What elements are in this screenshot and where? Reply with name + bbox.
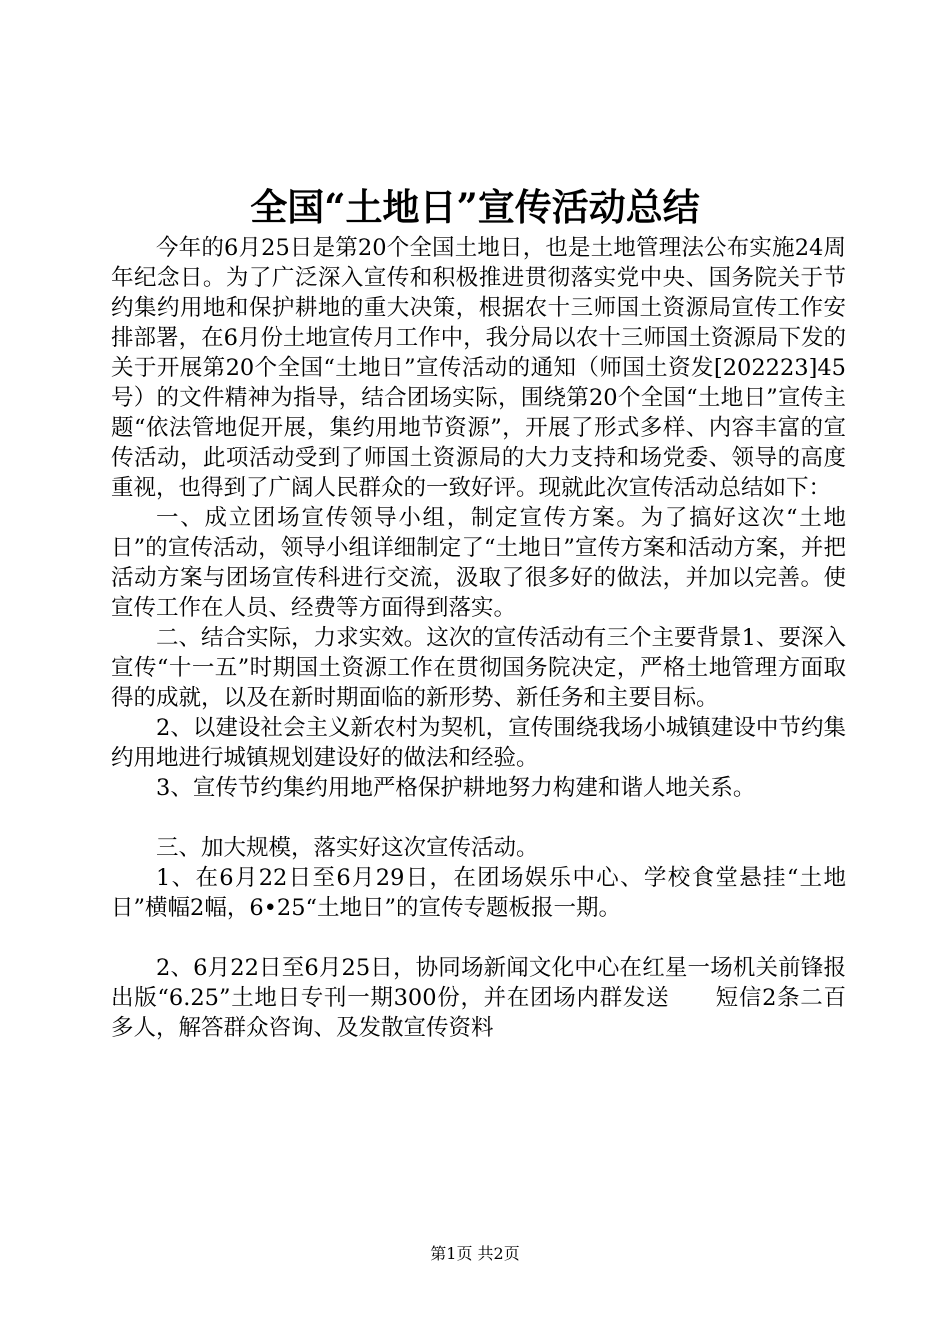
paragraph-section-3: 三、加大规模，落实好这次宣传活动。 <box>156 835 539 861</box>
paragraph-section-2: 二、结合实际，力求实效。这次的宣传活动有三个主要背景1、要深入宣传“十一五”时期国土资源工作在贯彻国务院决定，严格土地管理方面取得的成就，以及在新时期面临的新形势、新任务和主要目标。 <box>111 625 846 711</box>
document-title: 全国“土地日”宣传活动总结 <box>250 185 700 229</box>
paragraph-section-1: 一、成立团场宣传领导小组，制定宣传方案。为了搞好这次“土地日”的宣传活动，领导小组详细制定了“土地日”宣传方案和活动方案，并把活动方案与团场宣传科进行交流，汲取了很多好的做法，并加以完善。使宣传工作在人员、经费等方面得到落实。 <box>111 505 846 621</box>
document-body <box>111 233 846 1043</box>
paragraph-section-2-item-3: 3、宣传节约集约用地严格保护耕地努力构建和谐人地关系。 <box>156 775 756 801</box>
paragraph-section-3-item-2: 2、6月22日至6月25日，协同场新闻文化中心在红星一场机关前锋报出版“6.25”土地日专刊一期300份，并在团场内群发送 短信2条二百多人，解答群众咨询、及发散宣传资料 <box>111 955 846 1041</box>
paragraph-section-2-item-2: 2、以建设社会主义新农村为契机，宣传围绕我场小城镇建设中节约集约用地进行城镇规划建设好的做法和经验。 <box>111 715 846 771</box>
paragraph-intro: 今年的6月25日是第20个全国土地日，也是土地管理法公布实施24周年纪念日。为了广泛深入宣传和积极推进贯彻落实党中央、国务院关于节约集约用地和保护耕地的重大决策，根据农十三师国土资源局宣传工作安排部署，在6月份土地宣传月工作中，我分局以农十三师国土资源局下发的关于开展第20个全国“土地日”宣传活动的通知（师国土资发[202223]45号）的文件精神为指导，结合团场实际，围绕第20个全国“土地日”宣传主题“依法管地促开展，集约用地节资源”，开展了形式多样、内容丰富的宣传活动，此项活动受到了师国土资源局的大力支持和场党委、领导的高度重视，也得到了广阔人民群众的一致好评。现就此次宣传活动总结如下： <box>111 235 846 501</box>
page-number-footer: 第1页 共2页 <box>430 1244 520 1263</box>
paragraph-section-3-item-1: 1、在6月22日至6月29日，在团场娱乐中心、学校食堂悬挂“土地日”横幅2幅，6•25“土地日”的宣传专题板报一期。 <box>111 865 846 921</box>
